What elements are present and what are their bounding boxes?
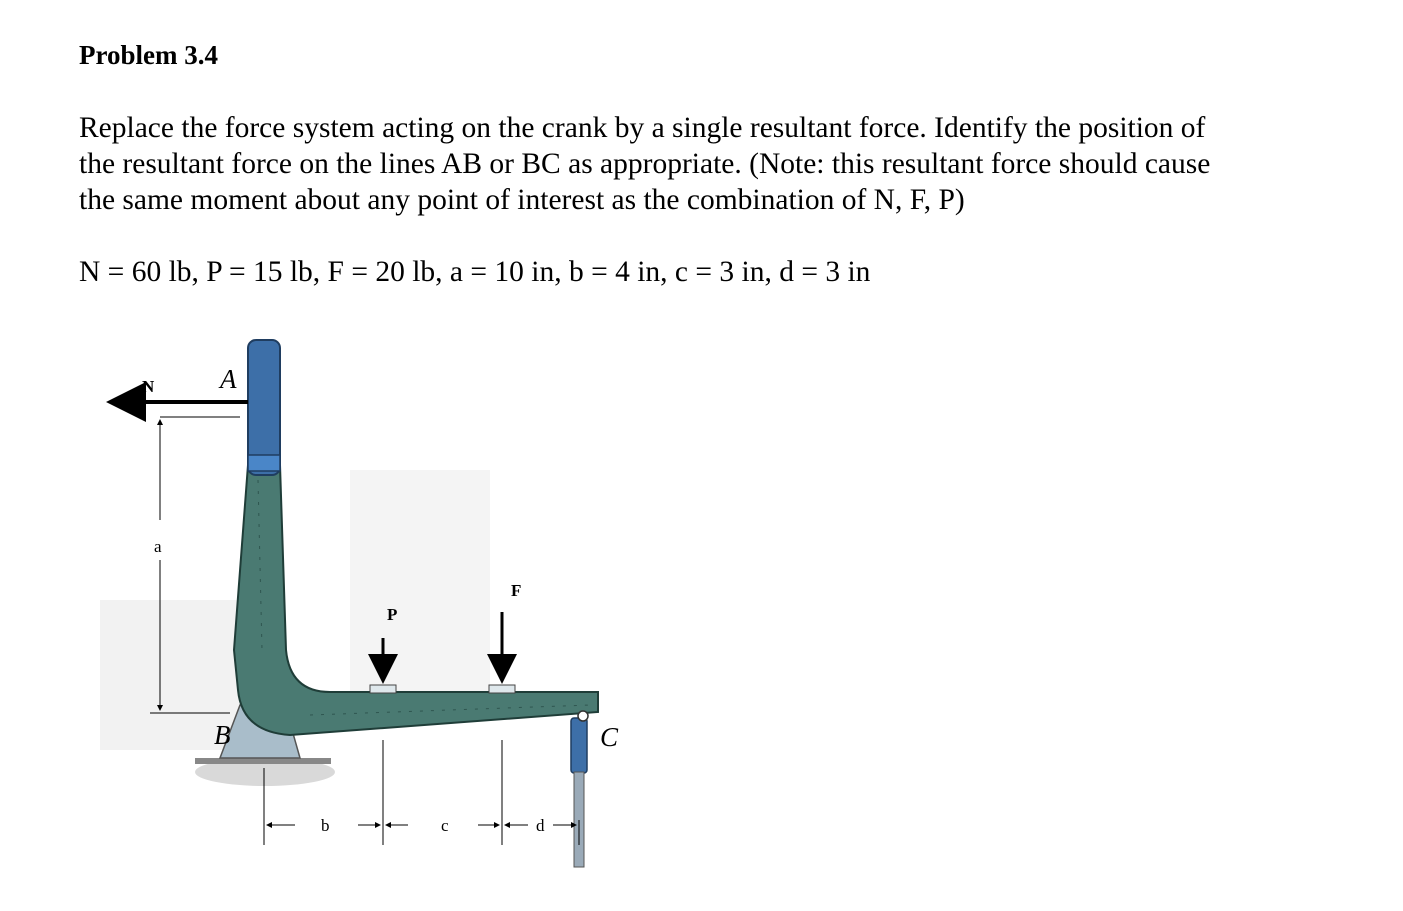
- label-dim-c: c: [441, 816, 449, 835]
- crank-diagram: [90, 320, 650, 890]
- label-dim-b: b: [321, 816, 330, 835]
- statement-line-2: the resultant force on the lines AB or BC as appropriate. (Note: this resultant force should cause: [79, 148, 1211, 180]
- rod-c-lower: [574, 772, 584, 867]
- ground-base: [195, 758, 331, 764]
- crank-figure: [90, 320, 650, 895]
- statement-line-3: the same moment about any point of interest as the combination of N, F, P): [79, 184, 965, 216]
- label-b-point: B: [214, 720, 231, 750]
- label-n: N: [142, 377, 155, 396]
- label-c-point: C: [600, 722, 619, 752]
- pin-c-icon: [578, 711, 588, 721]
- pad-p: [370, 685, 396, 693]
- problem-title: Problem 3.4: [79, 40, 218, 70]
- rod-c-upper: [571, 718, 587, 773]
- statement-line-1: Replace the force system acting on the crank by a single resultant force. Identify the position of: [79, 112, 1206, 144]
- label-p: P: [387, 605, 398, 624]
- given-values: N = 60 lb, P = 15 lb, F = 20 lb, a = 10 in, b = 4 in, c = 3 in, d = 3 in: [79, 256, 871, 288]
- background-shade-2: [350, 470, 490, 710]
- pad-f: [489, 685, 515, 693]
- label-f: F: [511, 581, 522, 600]
- label-dim-d: d: [536, 816, 545, 835]
- handle-collar: [248, 455, 280, 471]
- label-dim-a: a: [154, 537, 162, 556]
- label-a-point: A: [220, 364, 237, 394]
